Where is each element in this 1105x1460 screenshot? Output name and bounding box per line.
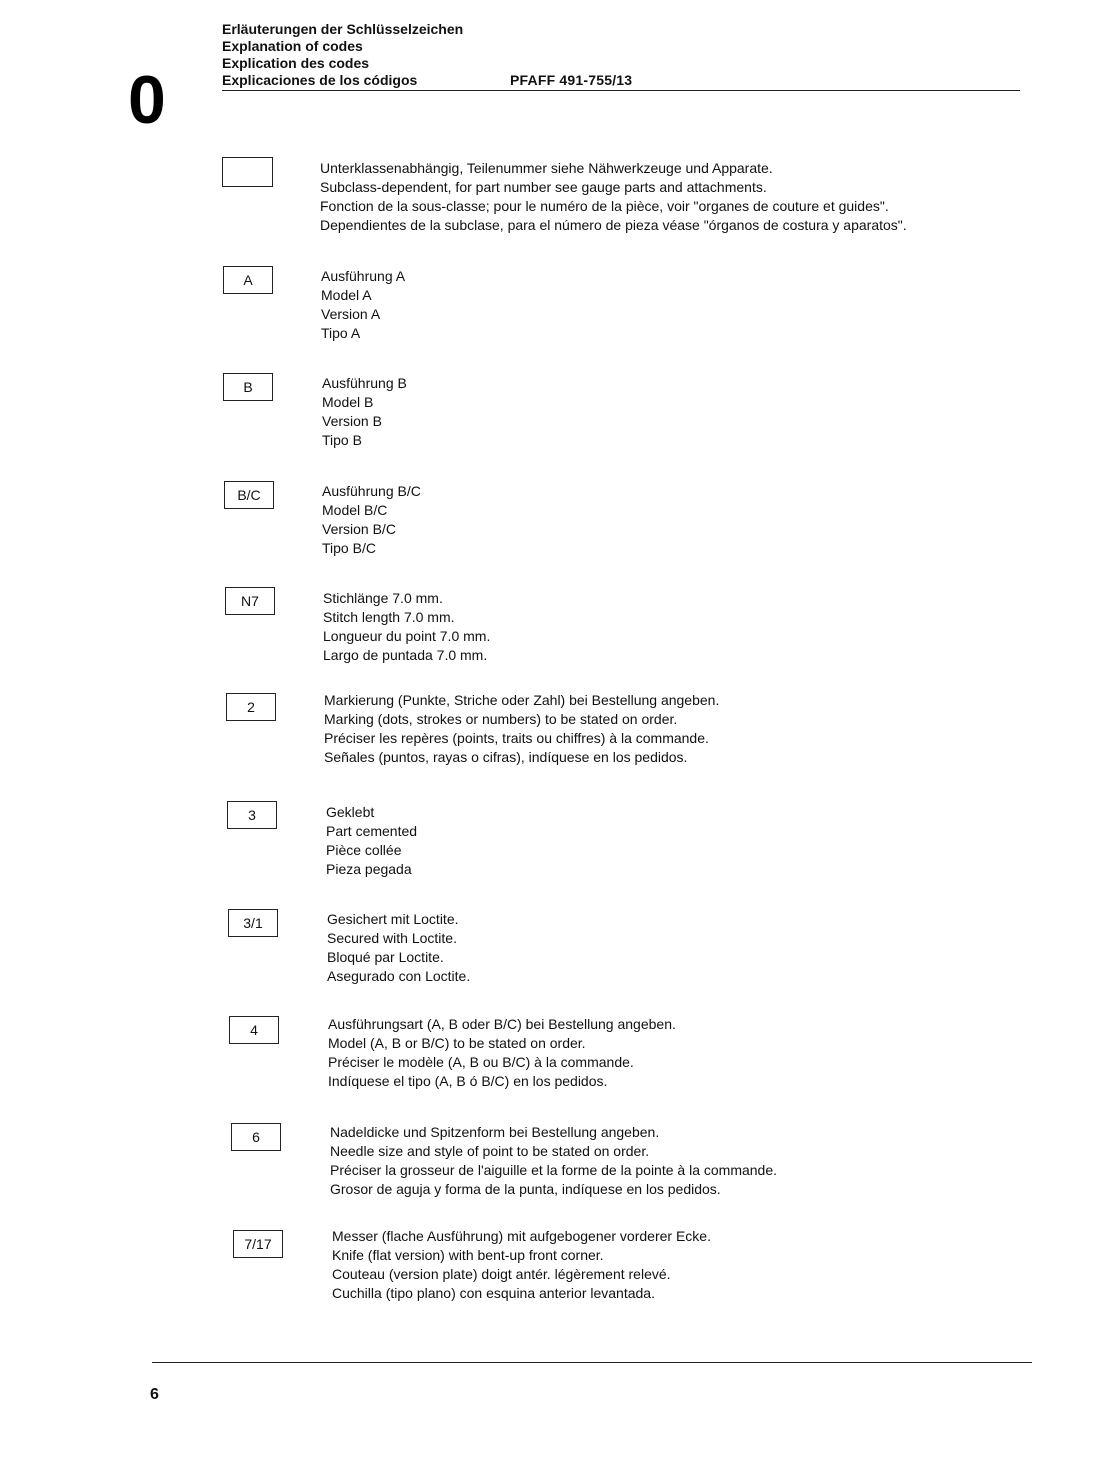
desc-line-german: Ausführung A [321, 268, 406, 284]
code-description [330, 1123, 777, 1199]
desc-line-german: Ausführung B/C [322, 483, 421, 499]
desc-line-french: Bloqué par Loctite. [327, 949, 444, 965]
desc-line-german: Nadeldicke und Spitzenform bei Bestellung angeben. [330, 1124, 660, 1140]
desc-line-german: Ausführung B [322, 375, 407, 391]
desc-line-english: Needle size and style of point to be stated on order. [330, 1143, 650, 1159]
desc-line-spanish: Pieza pegada [326, 861, 412, 877]
desc-line-french: Version B/C [322, 521, 396, 537]
code-description [326, 803, 417, 879]
desc-line-french: Préciser la grosseur de l'aiguille et la forme de la pointe à la commande. [330, 1162, 778, 1178]
code-description [332, 1227, 711, 1303]
desc-line-spanish: Dependientes de la subclase, para el número de pieza véase "órganos de costura y aparatos". [320, 217, 907, 233]
code-box-b: B [223, 373, 273, 401]
desc-line-spanish: Asegurado con Loctite. [327, 968, 471, 984]
code-description [322, 482, 421, 558]
code-box-3: 3 [227, 801, 277, 829]
desc-line-english: Model (A, B or B/C) to be stated on order. [328, 1035, 586, 1051]
desc-line-english: Knife (flat version) with bent-up front corner. [332, 1247, 604, 1263]
code-box-4: 4 [229, 1016, 279, 1044]
title-german: Erläuterungen der Schlüsselzeichen [222, 21, 464, 37]
footer-divider [152, 1362, 1032, 1363]
desc-line-german: Geklebt [326, 804, 375, 820]
title-spanish: Explicaciones de los códigos [222, 72, 418, 88]
page-number: 6 [150, 1386, 159, 1403]
header-divider [222, 90, 1020, 91]
desc-line-german: Stichlänge 7.0 mm. [323, 590, 443, 606]
desc-line-spanish: Largo de puntada 7.0 mm. [323, 647, 488, 663]
code-box-7-17: 7/17 [233, 1230, 283, 1258]
code-box-2: 2 [226, 693, 276, 721]
desc-line-spanish: Grosor de aguja y forma de la punta, indíquese en los pedidos. [330, 1181, 721, 1197]
code-description [320, 159, 907, 235]
desc-line-english: Stitch length 7.0 mm. [323, 609, 455, 625]
desc-line-french: Préciser le modèle (A, B ou B/C) à la commande. [328, 1054, 634, 1070]
code-box-3-1: 3/1 [228, 909, 278, 937]
code-description [328, 1015, 676, 1091]
desc-line-english: Marking (dots, strokes or numbers) to be stated on order. [324, 711, 678, 727]
desc-line-spanish: Tipo B [322, 432, 362, 448]
desc-line-french: Version A [321, 306, 381, 322]
desc-line-english: Model B [322, 394, 374, 410]
model-number: PFAFF 491-755/13 [510, 72, 633, 88]
code-description [324, 691, 719, 767]
desc-line-english: Secured with Loctite. [327, 930, 457, 946]
desc-line-english: Subclass-dependent, for part number see gauge parts and attachments. [320, 179, 767, 195]
code-description [321, 267, 405, 343]
code-box-a: A [223, 266, 273, 294]
desc-line-german: Messer (flache Ausführung) mit aufgebogener vorderer Ecke. [332, 1228, 711, 1244]
code-description [323, 589, 490, 665]
desc-line-spanish: Señales (puntos, rayas o cifras), indíquese en los pedidos. [324, 749, 688, 765]
title-english: Explanation of codes [222, 38, 363, 54]
desc-line-english: Model A [321, 287, 372, 303]
desc-line-french: Préciser les repères (points, traits ou chiffres) à la commande. [324, 730, 709, 746]
page-header [222, 21, 1022, 89]
title-french: Explication des codes [222, 55, 370, 71]
desc-line-german: Unterklassenabhängig, Teilenummer siehe Nähwerkzeuge und Apparate. [320, 160, 773, 176]
desc-line-french: Couteau (version plate) doigt antér. légèrement relevé. [332, 1266, 671, 1282]
desc-line-french: Longueur du point 7.0 mm. [323, 628, 491, 644]
section-number: 0 [128, 62, 166, 138]
desc-line-english: Part cemented [326, 823, 418, 839]
desc-line-french: Version B [322, 413, 382, 429]
code-box-empty [222, 157, 273, 187]
desc-line-german: Ausführungsart (A, B oder B/C) bei Bestellung angeben. [328, 1016, 676, 1032]
desc-line-german: Markierung (Punkte, Striche oder Zahl) bei Bestellung angeben. [324, 692, 720, 708]
desc-line-spanish: Tipo B/C [322, 540, 376, 556]
desc-line-spanish: Cuchilla (tipo plano) con esquina anterior levantada. [332, 1285, 655, 1301]
code-box-bc: B/C [224, 481, 274, 509]
desc-line-spanish: Tipo A [321, 325, 361, 341]
code-description [327, 910, 470, 986]
desc-line-spanish: Indíquese el tipo (A, B ó B/C) en los pedidos. [328, 1073, 608, 1089]
code-box-n7: N7 [225, 587, 275, 615]
desc-line-german: Gesichert mit Loctite. [327, 911, 459, 927]
code-description [322, 374, 407, 450]
code-box-6: 6 [231, 1123, 281, 1151]
desc-line-french: Pièce collée [326, 842, 402, 858]
desc-line-french: Fonction de la sous-classe; pour le numéro de la pièce, voir "organes de couture et guides". [320, 198, 889, 214]
desc-line-english: Model B/C [322, 502, 388, 518]
